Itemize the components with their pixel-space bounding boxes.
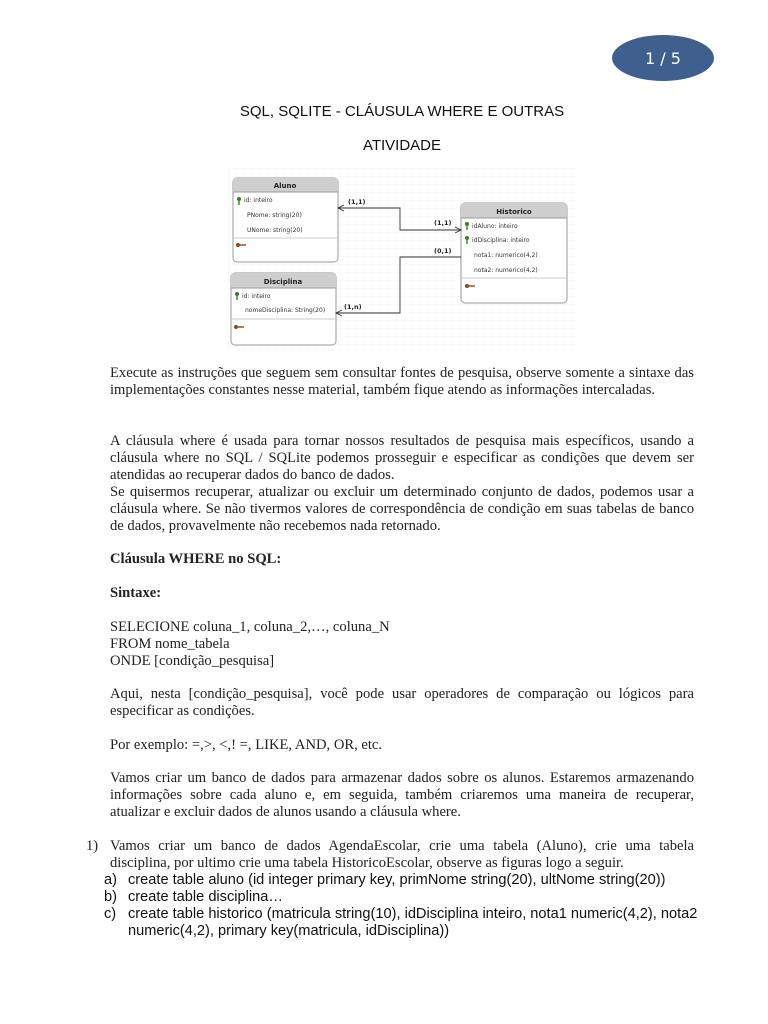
cardinality-label: (1,n) bbox=[344, 303, 362, 311]
syntax-block: SELECIONE coluna_1, coluna_2,…, coluna_N FROM nome_tabela ONDE [condição_pesquisa] bbox=[110, 619, 390, 669]
step-a: a) create table aluno (id integer primary key, primNome string(20), ultNome string(20)) bbox=[104, 872, 666, 888]
document-subtitle: ATIVIDADE bbox=[362, 137, 442, 154]
step-c: c) create table historico (matricula string(10), idDisciplina inteiro, nota1 numeric(4,2), nota2 numeric(4,2), primary key(matricula, idDisciplina)) bbox=[104, 906, 698, 939]
document-title: SQL, SQLITE - CLÁUSULA WHERE E OUTRAS bbox=[239, 103, 565, 120]
heading-where: Cláusula WHERE no SQL: bbox=[110, 551, 282, 567]
svg-text:PNome: string(20): PNome: string(20) bbox=[247, 212, 302, 219]
cardinality-label: (0,1) bbox=[434, 247, 452, 255]
historico-entity bbox=[461, 203, 567, 303]
cardinality-label: (1,1) bbox=[348, 198, 366, 206]
svg-text:Disciplina: Disciplina bbox=[263, 278, 303, 286]
question-number: 1) bbox=[86, 838, 99, 854]
disciplina-entity bbox=[231, 273, 336, 345]
page-number-badge: 1 / 5 bbox=[612, 35, 714, 81]
paragraph-operators: Por exemplo: =,>, <,! =, LIKE, AND, OR, etc. bbox=[110, 737, 383, 753]
paragraph-database: Vamos criar um banco de dados para armazenar dados sobre os alunos. Estaremos armazenando informações sobre cada aluno e, em seguida, também criaremos uma maneira de recuperar, atualizar e excluir dados de alunos usando a cláusula where. bbox=[110, 770, 694, 820]
aluno-title: Aluno bbox=[273, 182, 297, 190]
svg-text:id: inteiro: id: inteiro bbox=[244, 197, 273, 204]
aluno-entity bbox=[233, 178, 338, 262]
svg-text:nota1: numerico(4,2): nota1: numerico(4,2) bbox=[474, 252, 538, 259]
paragraph-where: A cláusula where é usada para tornar nossos resultados de pesquisa mais específicos, usando a cláusula where no SQL / SQLite podemos prosseguir e especificar as condições que devem ser atendidas ao recuperar dados do banco de dados. Se quisermos recuperar, atualizar ou excluir um determinado conjunto de dados, podemos usar a cláusula where. Se não tivermos valores de correspondência de condição em suas tabelas de banco de dados, provavelmente não recebemos nada retornado. bbox=[110, 433, 694, 534]
svg-text:idDisciplina: inteiro: idDisciplina: inteiro bbox=[472, 237, 530, 244]
question-text: Vamos criar um banco de dados AgendaEscolar, crie uma tabela (Aluno), crie uma tabela disciplina, por ultimo crie uma tabela HistoricoEscolar, observe as figuras logo a seguir. bbox=[110, 838, 694, 871]
paragraph-intro: Execute as instruções que seguem sem consultar fontes de pesquisa, observe somente a sintaxe das implementações constantes nesse material, também fique atendo as informações intercaladas. bbox=[110, 365, 694, 398]
step-b: b) create table disciplina… bbox=[104, 889, 283, 905]
paragraph-conditions: Aqui, nesta [condição_pesquisa], você pode usar operadores de comparação ou lógicos para especificar as condições. bbox=[110, 686, 694, 719]
heading-syntax: Sintaxe: bbox=[110, 585, 162, 601]
er-diagram bbox=[228, 168, 576, 350]
svg-text:nota2: numerico(4,2): nota2: numerico(4,2) bbox=[474, 267, 538, 274]
svg-text:UNome: string(20): UNome: string(20) bbox=[247, 227, 303, 234]
cardinality-label: (1,1) bbox=[434, 219, 452, 227]
svg-text:idAluno: inteiro: idAluno: inteiro bbox=[472, 223, 518, 230]
svg-text:id: inteiro: id: inteiro bbox=[242, 293, 271, 300]
svg-text:Historico: Historico bbox=[496, 208, 532, 216]
svg-text:nomeDisciplina: String(20): nomeDisciplina: String(20) bbox=[245, 307, 326, 314]
